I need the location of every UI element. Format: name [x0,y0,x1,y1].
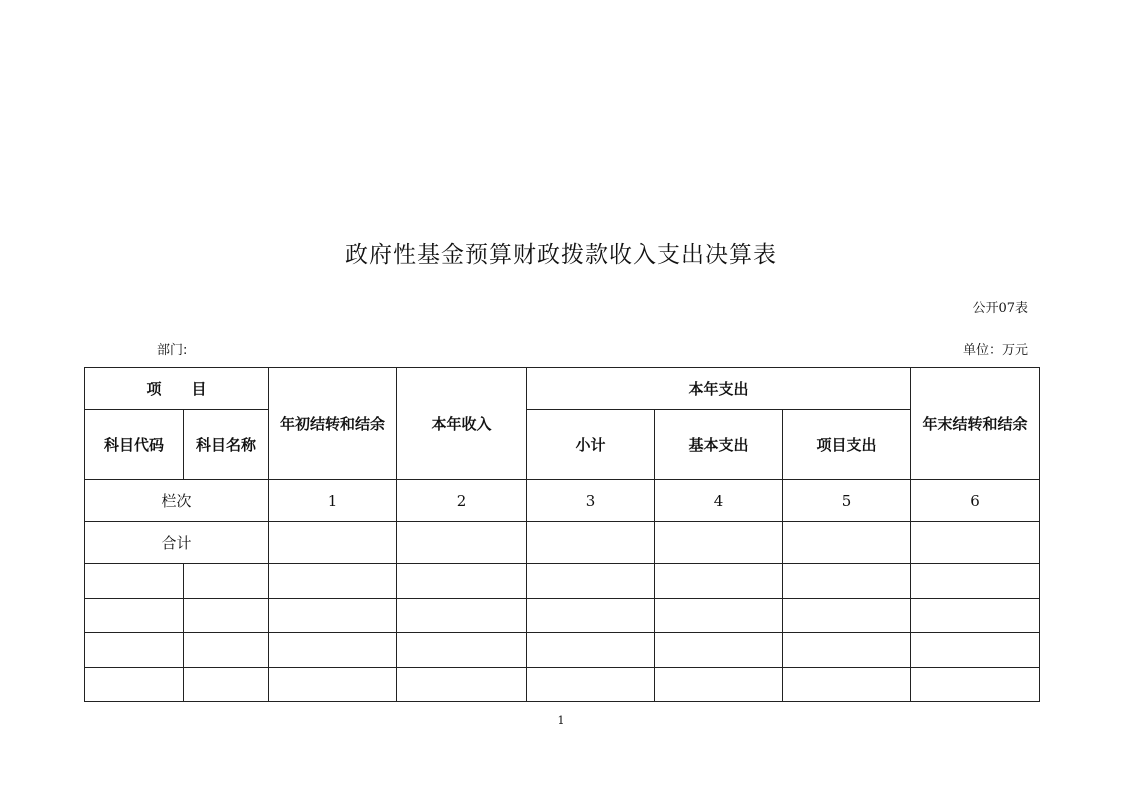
column-index-row [85,480,1040,522]
header-row-2 [85,410,1040,480]
total-cell [783,522,911,564]
table-cell [911,599,1040,633]
header-current-income: 本年收入 [397,368,527,480]
table-cell [655,599,783,633]
header-closing-balance: 年末结转和结余 [911,368,1040,480]
table-cell [655,564,783,599]
table-cell [397,633,527,668]
department-label: 部门: [157,343,188,358]
table-row [85,668,1040,702]
column-index-cell: 3 [527,480,655,522]
column-index-cell: 6 [911,480,1040,522]
header-basic-expense: 基本支出 [655,410,783,480]
table-cell [397,564,527,599]
table-cell [655,668,783,702]
table-cell [911,668,1040,702]
header-subtotal: 小计 [527,410,655,480]
table-row [85,564,1040,599]
table-cell [783,564,911,599]
table-cell [911,633,1040,668]
header-subject-code: 科目代码 [85,410,184,480]
table-cell [527,599,655,633]
total-cell [269,522,397,564]
table-cell [269,564,397,599]
unit-label: 单位：万元 [962,343,1028,358]
table-cell [184,599,269,633]
table-cell [783,668,911,702]
total-label: 合计 [85,522,269,564]
table-cell [85,668,184,702]
report-title: 政府性基金预算财政拨款收入支出决算表 [345,242,777,268]
header-subject-name: 科目名称 [184,410,269,480]
total-cell [655,522,783,564]
table-cell [184,633,269,668]
total-row [85,522,1040,564]
column-index-label: 栏次 [85,480,269,522]
form-number: 公开07表 [972,301,1028,316]
column-index-cell: 4 [655,480,783,522]
page-number: 1 [557,714,565,727]
total-cell [527,522,655,564]
table-cell [397,668,527,702]
table-cell [911,564,1040,599]
total-cell [911,522,1040,564]
table-cell [184,564,269,599]
table-cell [184,668,269,702]
table-cell [85,633,184,668]
budget-table [84,367,1040,702]
table-cell [783,633,911,668]
table-cell [269,599,397,633]
header-current-expense: 本年支出 [527,368,911,410]
table-cell [527,633,655,668]
header-row-1 [85,368,1040,410]
header-project: 项 目 [85,368,269,410]
table-cell [85,599,184,633]
table-cell [397,599,527,633]
table-cell [269,668,397,702]
table-row [85,633,1040,668]
table-cell [783,599,911,633]
table-cell [269,633,397,668]
total-cell [397,522,527,564]
table-cell [527,564,655,599]
table-cell [85,564,184,599]
table-row [85,599,1040,633]
column-index-cell: 5 [783,480,911,522]
column-index-cell: 1 [269,480,397,522]
table-cell [655,633,783,668]
table-cell [527,668,655,702]
column-index-cell: 2 [397,480,527,522]
header-opening-balance: 年初结转和结余 [269,368,397,480]
header-project-expense: 项目支出 [783,410,911,480]
